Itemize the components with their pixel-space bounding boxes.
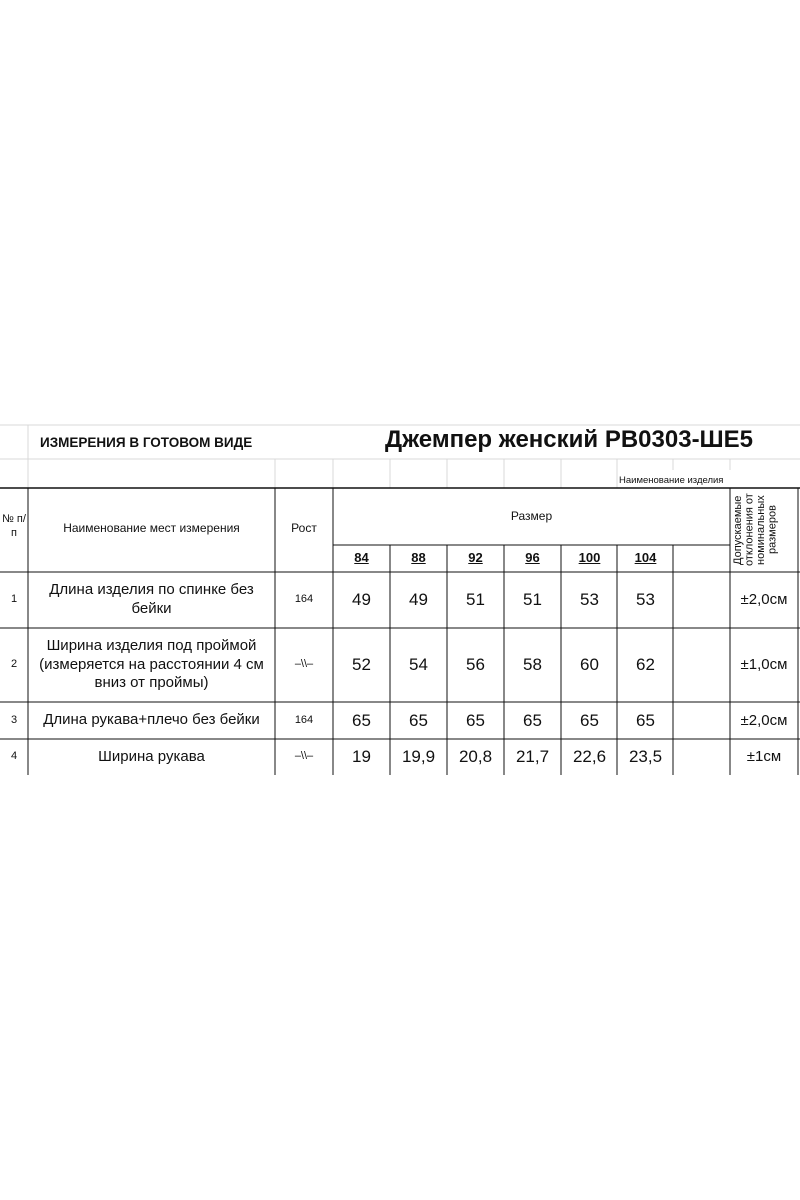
row-tolerance: ±2,0см (740, 711, 788, 729)
size-value: 21,7 (515, 747, 550, 766)
size-value: 19,9 (401, 747, 436, 766)
size-header-92: 92 (468, 550, 483, 565)
size-value: 51 (466, 590, 485, 609)
size-value: 19 (352, 747, 371, 766)
row-tolerance: ±1см (746, 748, 782, 765)
measurement-name: Ширина рукава (98, 747, 205, 765)
sheet-title: ИЗМЕРЕНИЯ В ГОТОВОМ ВИДЕ (40, 435, 253, 450)
size-header-84: 84 (354, 550, 369, 565)
col-header-size: Размер (510, 509, 553, 523)
col-header-name: Наименование мест измерения (63, 521, 240, 535)
size-value: 49 (352, 590, 371, 609)
row-number: 4 (10, 750, 18, 762)
size-value: 53 (636, 590, 655, 609)
size-value: 20,8 (458, 747, 493, 766)
size-header-104: 104 (634, 550, 657, 565)
size-value: 52 (352, 655, 371, 674)
size-value: 65 (580, 710, 599, 730)
size-value: 56 (466, 655, 485, 674)
size-value: 51 (523, 590, 542, 609)
row-tolerance: ±1,0см (740, 656, 788, 673)
size-value: 54 (409, 655, 428, 674)
size-value: 65 (466, 710, 485, 730)
row-height: 164 (294, 713, 314, 726)
size-value: 53 (580, 590, 599, 609)
size-header-96: 96 (525, 550, 540, 565)
product-caption: Наименование изделия (619, 475, 724, 486)
product-title: Джемпер женский РВ0303-ШЕ5 (385, 426, 754, 453)
measurement-name: Длина изделия по спинке без бейки (49, 581, 254, 617)
size-value: 60 (580, 655, 599, 674)
row-height: 164 (294, 593, 314, 605)
measurement-name: Ширина изделия под проймой (измеряется на расстоянии 4 см вниз от проймы) (39, 636, 264, 692)
size-value: 62 (636, 655, 655, 674)
row-height: –\\– (294, 658, 314, 670)
col-header-height: Рост (291, 521, 317, 535)
size-value: 22,6 (572, 747, 607, 766)
size-value: 65 (523, 710, 542, 730)
size-value: 49 (409, 590, 428, 609)
size-value: 65 (409, 710, 428, 730)
col-header-deviation: Допускаемые отклонения от номинальных размеров (732, 493, 779, 567)
row-number: 1 (10, 593, 18, 605)
size-header-88: 88 (411, 550, 426, 565)
size-value: 65 (636, 710, 655, 730)
col-header-number: № п/п (2, 513, 26, 539)
size-header-100: 100 (578, 550, 601, 565)
row-height: –\\– (294, 750, 314, 762)
size-value: 23,5 (628, 747, 663, 766)
row-number: 2 (10, 658, 18, 670)
size-value: 58 (523, 655, 542, 674)
row-tolerance: ±2,0см (740, 591, 788, 608)
measurement-name: Длина рукава+плечо без бейки (43, 711, 260, 729)
row-number: 3 (10, 713, 18, 726)
size-value: 65 (352, 710, 371, 730)
